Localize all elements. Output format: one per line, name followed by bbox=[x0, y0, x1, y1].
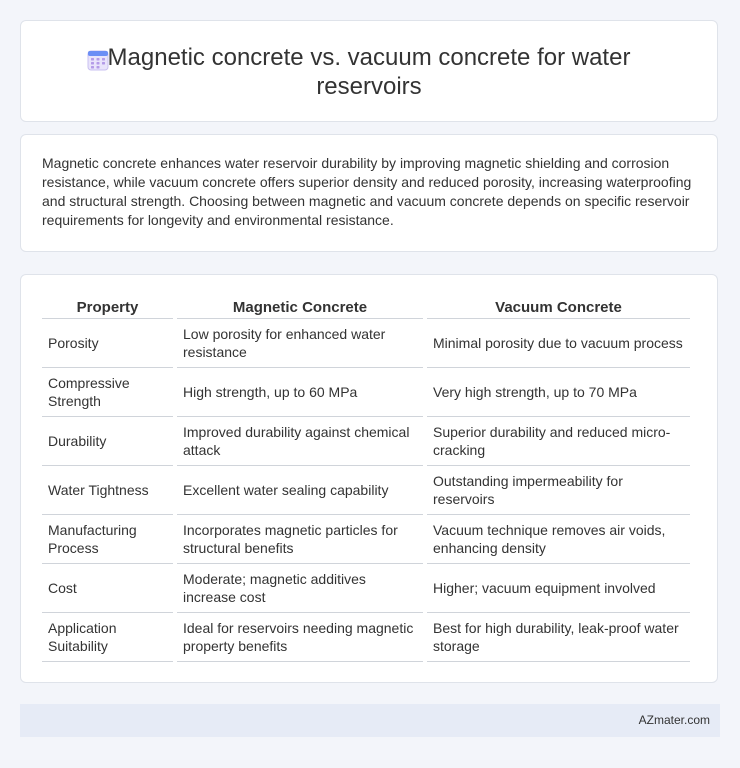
comparison-table-card bbox=[20, 274, 718, 683]
page-title: Magnetic concrete vs. vacuum concrete for water reservoirs bbox=[107, 44, 631, 100]
cell-property: Cost bbox=[42, 564, 173, 613]
table-row bbox=[42, 417, 690, 466]
title-wrap bbox=[21, 43, 717, 101]
summary-text: Magnetic concrete enhances water reservoir durability by improving magnetic shielding and corrosion resistance, while vacuum concrete offers superior density and reduced porosity, increasing waterproofing and structural strength. Choosing between magnetic and vacuum concrete depends on specific reservoir requirements for longevity and environmental resistance. bbox=[42, 155, 692, 228]
cell-vacuum: Superior durability and reduced micro-cracking bbox=[427, 417, 690, 466]
cell-magnetic: Moderate; magnetic additives increase cost bbox=[177, 564, 423, 613]
cell-property: Compressive Strength bbox=[42, 368, 173, 417]
comparison-table bbox=[38, 296, 694, 662]
table-row bbox=[42, 564, 690, 613]
cell-property: Porosity bbox=[42, 319, 173, 368]
header-magnetic-concrete: Magnetic Concrete bbox=[177, 296, 423, 319]
cell-magnetic: Incorporates magnetic particles for structural benefits bbox=[177, 515, 423, 564]
table-header-row bbox=[42, 296, 690, 319]
table-row bbox=[42, 613, 690, 662]
cell-vacuum: Vacuum technique removes air voids, enhancing density bbox=[427, 515, 690, 564]
cell-property: Manufacturing Process bbox=[42, 515, 173, 564]
cell-magnetic: Improved durability against chemical attack bbox=[177, 417, 423, 466]
cell-magnetic: Ideal for reservoirs needing magnetic property benefits bbox=[177, 613, 423, 662]
footer-brand-link[interactable]: AZmater.com bbox=[638, 713, 710, 727]
table-row bbox=[42, 515, 690, 564]
summary-card bbox=[20, 134, 718, 252]
calendar-icon bbox=[87, 49, 109, 71]
cell-magnetic: Low porosity for enhanced water resistance bbox=[177, 319, 423, 368]
cell-vacuum: Minimal porosity due to vacuum process bbox=[427, 319, 690, 368]
title-card bbox=[20, 20, 718, 122]
cell-vacuum: Very high strength, up to 70 MPa bbox=[427, 368, 690, 417]
table-row bbox=[42, 319, 690, 368]
cell-property: Water Tightness bbox=[42, 466, 173, 515]
cell-vacuum: Best for high durability, leak-proof water storage bbox=[427, 613, 690, 662]
header-vacuum-concrete: Vacuum Concrete bbox=[427, 296, 690, 319]
header-property: Property bbox=[42, 296, 173, 319]
cell-vacuum: Higher; vacuum equipment involved bbox=[427, 564, 690, 613]
cell-magnetic: Excellent water sealing capability bbox=[177, 466, 423, 515]
cell-vacuum: Outstanding impermeability for reservoirs bbox=[427, 466, 690, 515]
cell-property: Durability bbox=[42, 417, 173, 466]
cell-property: Application Suitability bbox=[42, 613, 173, 662]
table-row bbox=[42, 368, 690, 417]
footer-bar bbox=[20, 704, 720, 737]
table-row bbox=[42, 466, 690, 515]
cell-magnetic: High strength, up to 60 MPa bbox=[177, 368, 423, 417]
